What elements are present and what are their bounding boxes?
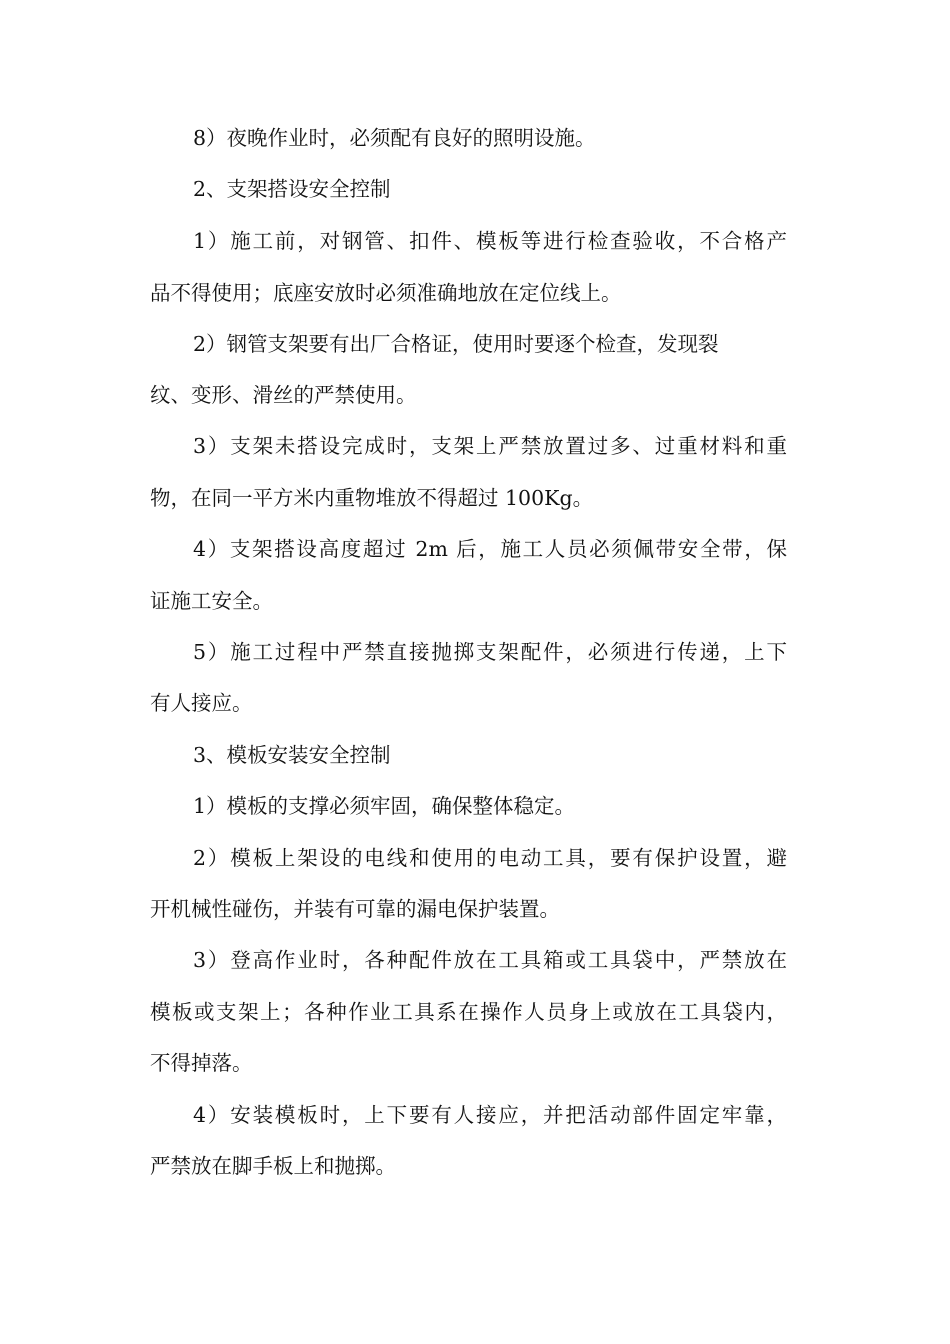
paragraph-line: 不得掉落。: [150, 1051, 253, 1075]
paragraph-line: 模板或支架上；各种作业工具系在操作人员身上或放在工具袋内，: [150, 1000, 787, 1024]
paragraph-line: 8）夜晚作业时，必须配有良好的照明设施。: [193, 126, 596, 150]
paragraph-line: 开机械性碰伤，并装有可靠的漏电保护装置。: [150, 897, 560, 921]
paragraph-line: 3）登高作业时，各种配件放在工具箱或工具袋中，严禁放在: [193, 948, 787, 972]
paragraph-line: 2）钢管支架要有出厂合格证，使用时要逐个检查，发现裂: [193, 332, 719, 356]
paragraph-line: 4）安装模板时，上下要有人接应，并把活动部件固定牢靠，: [193, 1103, 787, 1127]
paragraph-line: 品不得使用；底座安放时必须准确地放在定位线上。: [150, 281, 622, 305]
paragraph-line: 1）施工前，对钢管、扣件、模板等进行检查验收，不合格产: [193, 229, 787, 253]
paragraph-line: 2）模板上架设的电线和使用的电动工具，要有保护设置，避: [193, 846, 787, 870]
paragraph-line: 5）施工过程中严禁直接抛掷支架配件，必须进行传递，上下: [193, 640, 787, 664]
paragraph-line: 物，在同一平方米内重物堆放不得超过 100Kg。: [150, 486, 594, 510]
section-heading: 2、支架搭设安全控制: [193, 177, 391, 201]
paragraph-line: 严禁放在脚手板上和抛掷。: [150, 1154, 396, 1178]
section-heading: 3、模板安装安全控制: [193, 743, 391, 767]
paragraph-line: 纹、变形、滑丝的严禁使用。: [150, 383, 417, 407]
paragraph-line: 证施工安全。: [150, 589, 273, 613]
paragraph-line: 1）模板的支撑必须牢固，确保整体稳定。: [193, 794, 576, 818]
paragraph-line: 有人接应。: [150, 691, 253, 715]
paragraph-line: 4）支架搭设高度超过 2m 后，施工人员必须佩带安全带，保: [193, 537, 787, 561]
paragraph-line: 3）支架未搭设完成时，支架上严禁放置过多、过重材料和重: [193, 434, 787, 458]
